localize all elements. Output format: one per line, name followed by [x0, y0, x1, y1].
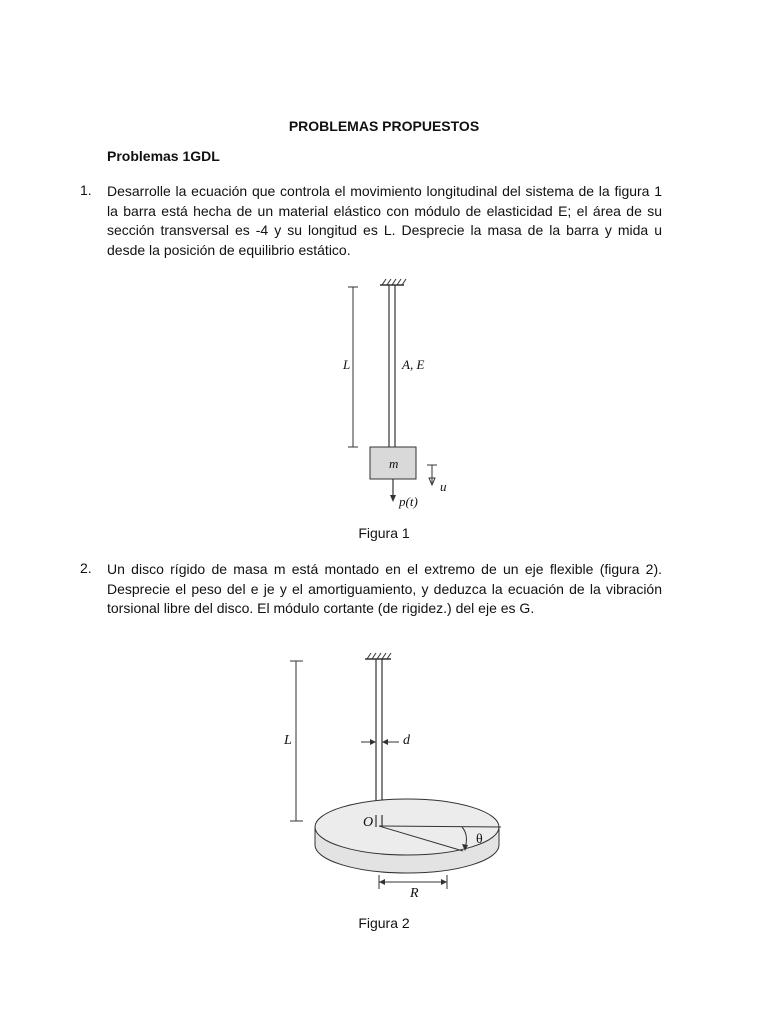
figure-1-label-m: m: [389, 456, 399, 471]
figure-2-diagram: [275, 645, 505, 910]
problem-2-text: Un disco rígido de masa m está montado en el extremo de un eje flexible (figura 2). Desprecie el peso del e je y el amortiguamiento, y deduzca la ecuación de la vibración torsional libre del disco. El módulo cortante (de rigidez.) del eje es G.: [107, 561, 662, 616]
figure-2-label-L: L: [284, 733, 292, 748]
figure-1-caption: Figura 1: [358, 525, 410, 541]
problem-2-number: 2.: [80, 560, 92, 576]
figure-1-label-L: L: [343, 357, 351, 372]
figure-2-label-d: d: [403, 733, 410, 748]
page-title: PROBLEMAS PROPUESTOS: [288, 118, 480, 134]
figure-2-label-theta: θ: [476, 832, 483, 847]
figure-2-caption: Figura 2: [358, 915, 410, 931]
figure-1-label-p: p(t): [399, 494, 418, 509]
figure-2-label-R: R: [410, 886, 419, 901]
figure-1-diagram: [330, 275, 450, 515]
problem-1-number: 1.: [80, 182, 92, 198]
problem-1-text: Desarrolle la ecuación que controla el movimiento longitudinal del sistema de la figura 1 la barra está hecha de un material elástico con módulo de elasticidad E; el área de su sección transversal es -4 y su longitud es L. Desprecie la masa de la barra y mida u desde la posición de equilibrio estático.: [107, 183, 662, 258]
figure-2-label-O: O: [363, 815, 374, 830]
figure-1-label-u: u: [440, 479, 447, 494]
section-title: Problemas 1GDL: [107, 148, 220, 164]
figure-1-label-AE: A, E: [402, 357, 425, 372]
